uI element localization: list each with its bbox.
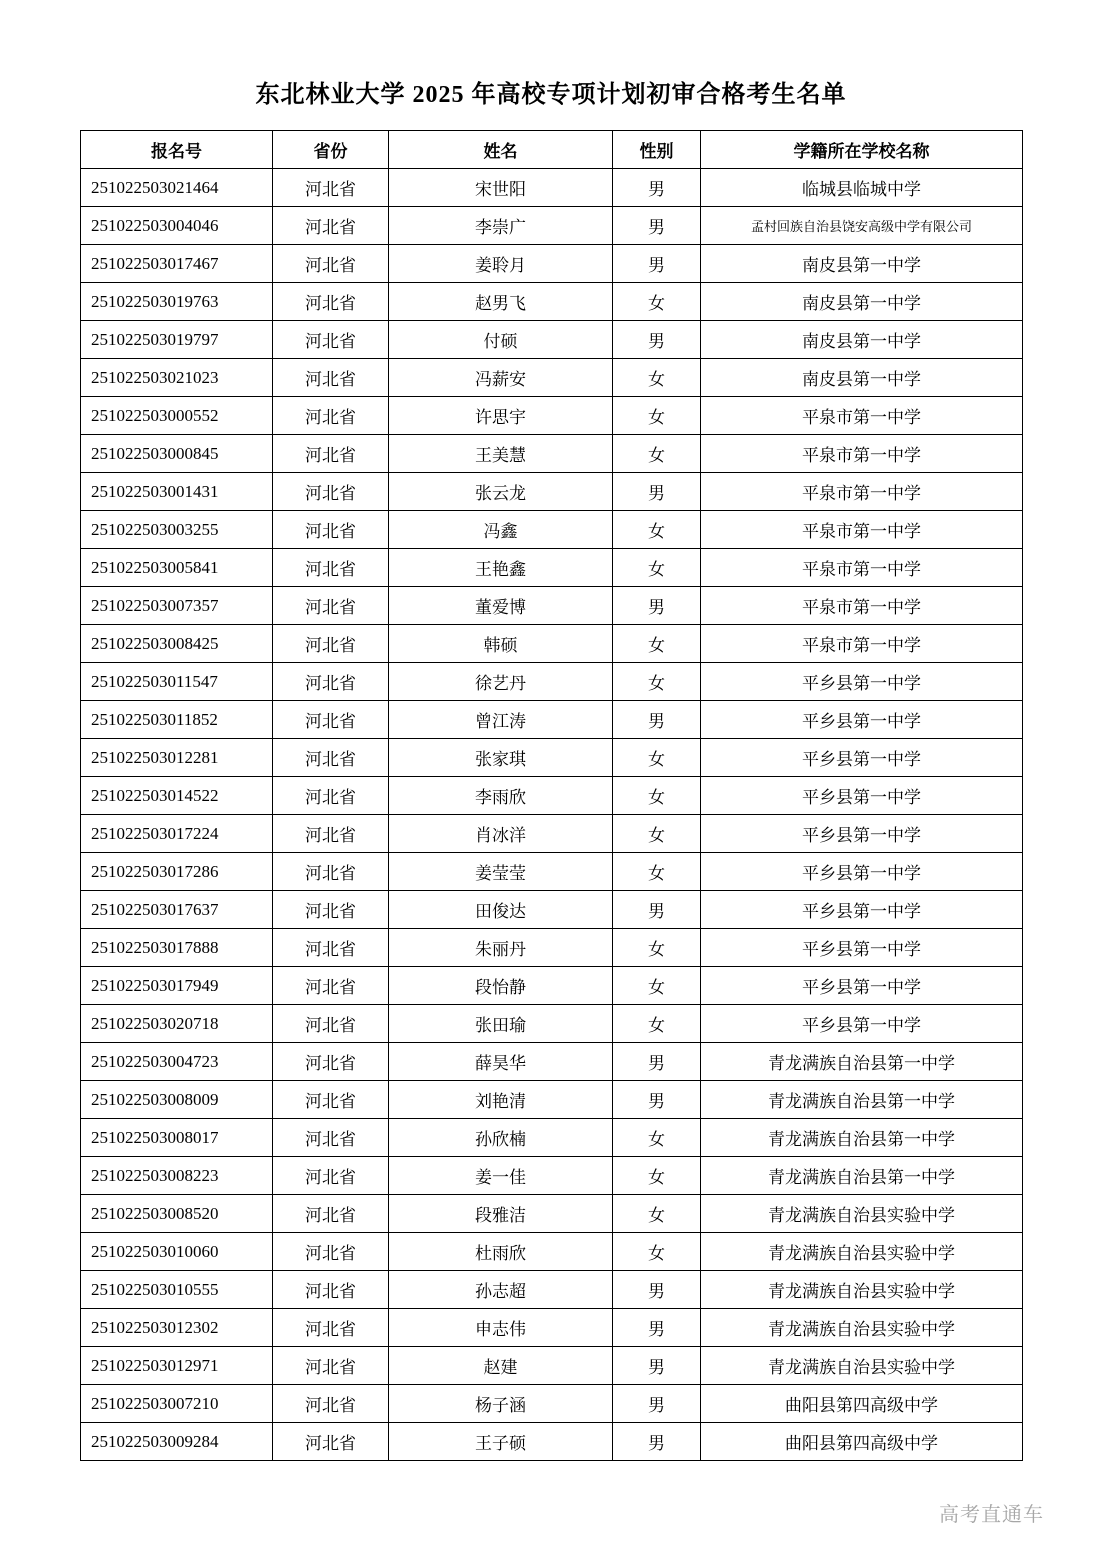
- cell-name: 王艳鑫: [389, 549, 613, 587]
- table-row: [81, 587, 1023, 625]
- cell-name: 徐艺丹: [389, 663, 613, 701]
- cell-province: 河北省: [273, 1119, 389, 1157]
- watermark: 高考直通车: [939, 1504, 1044, 1526]
- cell-province: 河北省: [273, 511, 389, 549]
- cell-reg-no: 251022503017224: [81, 815, 273, 853]
- cell-school: 平乡县第一中学: [701, 967, 1023, 1005]
- cell-province: 河北省: [273, 891, 389, 929]
- header-cell: 省份: [273, 131, 389, 169]
- header-cell: 学籍所在学校名称: [701, 131, 1023, 169]
- cell-name: 张云龙: [389, 473, 613, 511]
- cell-name: 王子硕: [389, 1423, 613, 1461]
- cell-gender: 男: [613, 169, 701, 207]
- cell-gender: 女: [613, 1119, 701, 1157]
- cell-school: 平乡县第一中学: [701, 739, 1023, 777]
- cell-name: 孙志超: [389, 1271, 613, 1309]
- cell-name: 段雅洁: [389, 1195, 613, 1233]
- cell-gender: 女: [613, 663, 701, 701]
- table-row: [81, 511, 1023, 549]
- table-row: [81, 1119, 1023, 1157]
- cell-reg-no: 251022503012281: [81, 739, 273, 777]
- cell-province: 河北省: [273, 359, 389, 397]
- cell-reg-no: 251022503008425: [81, 625, 273, 663]
- header-cell: 性别: [613, 131, 701, 169]
- cell-name: 肖冰洋: [389, 815, 613, 853]
- cell-school: 青龙满族自治县实验中学: [701, 1309, 1023, 1347]
- cell-name: 许思宇: [389, 397, 613, 435]
- header-row: [81, 131, 1023, 169]
- cell-gender: 女: [613, 1195, 701, 1233]
- table-row: [81, 397, 1023, 435]
- cell-province: 河北省: [273, 625, 389, 663]
- cell-school: 青龙满族自治县实验中学: [701, 1347, 1023, 1385]
- table-row: [81, 169, 1023, 207]
- cell-reg-no: 251022503008009: [81, 1081, 273, 1119]
- cell-province: 河北省: [273, 1347, 389, 1385]
- cell-name: 付硕: [389, 321, 613, 359]
- table-row: [81, 359, 1023, 397]
- table-row: [81, 1081, 1023, 1119]
- cell-province: 河北省: [273, 815, 389, 853]
- cell-reg-no: 251022503020718: [81, 1005, 273, 1043]
- cell-gender: 女: [613, 1157, 701, 1195]
- table-row: [81, 435, 1023, 473]
- cell-province: 河北省: [273, 473, 389, 511]
- cell-gender: 女: [613, 967, 701, 1005]
- cell-province: 河北省: [273, 321, 389, 359]
- cell-province: 河北省: [273, 245, 389, 283]
- cell-gender: 女: [613, 1233, 701, 1271]
- table-row: [81, 473, 1023, 511]
- cell-reg-no: 251022503012971: [81, 1347, 273, 1385]
- cell-name: 姜莹莹: [389, 853, 613, 891]
- cell-school: 平泉市第一中学: [701, 625, 1023, 663]
- candidate-table: [80, 130, 1023, 1461]
- cell-school: 平泉市第一中学: [701, 511, 1023, 549]
- table-row: [81, 321, 1023, 359]
- cell-gender: 男: [613, 1423, 701, 1461]
- cell-gender: 男: [613, 245, 701, 283]
- cell-gender: 女: [613, 397, 701, 435]
- table-row: [81, 549, 1023, 587]
- cell-province: 河北省: [273, 967, 389, 1005]
- cell-province: 河北省: [273, 853, 389, 891]
- cell-reg-no: 251022503019797: [81, 321, 273, 359]
- cell-school: 平泉市第一中学: [701, 473, 1023, 511]
- cell-gender: 女: [613, 625, 701, 663]
- cell-name: 宋世阳: [389, 169, 613, 207]
- cell-reg-no: 251022503007357: [81, 587, 273, 625]
- cell-province: 河北省: [273, 397, 389, 435]
- cell-province: 河北省: [273, 663, 389, 701]
- cell-province: 河北省: [273, 1043, 389, 1081]
- cell-reg-no: 251022503000845: [81, 435, 273, 473]
- cell-school: 青龙满族自治县实验中学: [701, 1271, 1023, 1309]
- table-row: [81, 891, 1023, 929]
- cell-gender: 男: [613, 1309, 701, 1347]
- table-row: [81, 967, 1023, 1005]
- table-row: [81, 207, 1023, 245]
- cell-province: 河北省: [273, 1005, 389, 1043]
- cell-gender: 女: [613, 853, 701, 891]
- cell-reg-no: 251022503000552: [81, 397, 273, 435]
- cell-reg-no: 251022503011852: [81, 701, 273, 739]
- cell-province: 河北省: [273, 549, 389, 587]
- cell-school: 孟村回族自治县饶安高级中学有限公司: [701, 207, 1023, 245]
- cell-name: 杜雨欣: [389, 1233, 613, 1271]
- cell-gender: 男: [613, 891, 701, 929]
- cell-province: 河北省: [273, 739, 389, 777]
- cell-school: 青龙满族自治县第一中学: [701, 1081, 1023, 1119]
- cell-reg-no: 251022503021023: [81, 359, 273, 397]
- cell-province: 河北省: [273, 283, 389, 321]
- cell-reg-no: 251022503003255: [81, 511, 273, 549]
- cell-school: 平泉市第一中学: [701, 397, 1023, 435]
- cell-province: 河北省: [273, 587, 389, 625]
- cell-gender: 男: [613, 701, 701, 739]
- cell-name: 韩硕: [389, 625, 613, 663]
- cell-name: 董爱博: [389, 587, 613, 625]
- header-cell: 姓名: [389, 131, 613, 169]
- cell-province: 河北省: [273, 1233, 389, 1271]
- cell-school: 青龙满族自治县第一中学: [701, 1157, 1023, 1195]
- cell-province: 河北省: [273, 1309, 389, 1347]
- cell-province: 河北省: [273, 1423, 389, 1461]
- table-row: [81, 815, 1023, 853]
- cell-school: 平泉市第一中学: [701, 549, 1023, 587]
- cell-reg-no: 251022503017949: [81, 967, 273, 1005]
- cell-name: 孙欣楠: [389, 1119, 613, 1157]
- cell-gender: 女: [613, 435, 701, 473]
- cell-school: 曲阳县第四高级中学: [701, 1385, 1023, 1423]
- cell-reg-no: 251022503008520: [81, 1195, 273, 1233]
- cell-school: 平乡县第一中学: [701, 663, 1023, 701]
- cell-reg-no: 251022503017637: [81, 891, 273, 929]
- cell-name: 张田瑜: [389, 1005, 613, 1043]
- cell-province: 河北省: [273, 777, 389, 815]
- table-row: [81, 1005, 1023, 1043]
- cell-school: 平泉市第一中学: [701, 587, 1023, 625]
- cell-reg-no: 251022503012302: [81, 1309, 273, 1347]
- table-body: [81, 169, 1023, 1461]
- cell-name: 姜一佳: [389, 1157, 613, 1195]
- cell-name: 田俊达: [389, 891, 613, 929]
- cell-gender: 女: [613, 739, 701, 777]
- cell-gender: 男: [613, 321, 701, 359]
- cell-reg-no: 251022503021464: [81, 169, 273, 207]
- table-row: [81, 1195, 1023, 1233]
- cell-name: 段怡静: [389, 967, 613, 1005]
- cell-school: 南皮县第一中学: [701, 321, 1023, 359]
- header-cell: 报名号: [81, 131, 273, 169]
- cell-name: 冯薪安: [389, 359, 613, 397]
- cell-gender: 女: [613, 359, 701, 397]
- cell-gender: 男: [613, 207, 701, 245]
- cell-reg-no: 251022503017888: [81, 929, 273, 967]
- table-row: [81, 625, 1023, 663]
- cell-reg-no: 251022503009284: [81, 1423, 273, 1461]
- cell-name: 刘艳清: [389, 1081, 613, 1119]
- cell-province: 河北省: [273, 169, 389, 207]
- cell-reg-no: 251022503008223: [81, 1157, 273, 1195]
- cell-reg-no: 251022503004046: [81, 207, 273, 245]
- cell-school: 青龙满族自治县第一中学: [701, 1119, 1023, 1157]
- table-row: [81, 1423, 1023, 1461]
- cell-province: 河北省: [273, 1081, 389, 1119]
- cell-name: 朱丽丹: [389, 929, 613, 967]
- cell-province: 河北省: [273, 1385, 389, 1423]
- cell-gender: 男: [613, 587, 701, 625]
- cell-reg-no: 251022503008017: [81, 1119, 273, 1157]
- cell-province: 河北省: [273, 1157, 389, 1195]
- table-row: [81, 1043, 1023, 1081]
- table-row: [81, 1233, 1023, 1271]
- cell-reg-no: 251022503017467: [81, 245, 273, 283]
- table-row: [81, 245, 1023, 283]
- cell-province: 河北省: [273, 929, 389, 967]
- cell-reg-no: 251022503005841: [81, 549, 273, 587]
- table-row: [81, 701, 1023, 739]
- table-row: [81, 1271, 1023, 1309]
- cell-province: 河北省: [273, 207, 389, 245]
- cell-school: 青龙满族自治县第一中学: [701, 1043, 1023, 1081]
- cell-name: 申志伟: [389, 1309, 613, 1347]
- cell-school: 临城县临城中学: [701, 169, 1023, 207]
- cell-school: 平乡县第一中学: [701, 853, 1023, 891]
- cell-gender: 男: [613, 473, 701, 511]
- cell-reg-no: 251022503010555: [81, 1271, 273, 1309]
- cell-school: 南皮县第一中学: [701, 283, 1023, 321]
- cell-school: 平乡县第一中学: [701, 891, 1023, 929]
- cell-name: 李崇广: [389, 207, 613, 245]
- cell-province: 河北省: [273, 1195, 389, 1233]
- cell-gender: 女: [613, 777, 701, 815]
- cell-gender: 男: [613, 1043, 701, 1081]
- cell-gender: 男: [613, 1271, 701, 1309]
- table-row: [81, 1309, 1023, 1347]
- cell-name: 曾江涛: [389, 701, 613, 739]
- cell-school: 青龙满族自治县实验中学: [701, 1233, 1023, 1271]
- cell-gender: 男: [613, 1347, 701, 1385]
- cell-province: 河北省: [273, 701, 389, 739]
- cell-name: 薛昊华: [389, 1043, 613, 1081]
- page-title: 东北林业大学 2025 年高校专项计划初审合格考生名单: [255, 82, 847, 108]
- cell-school: 平乡县第一中学: [701, 1005, 1023, 1043]
- cell-name: 赵男飞: [389, 283, 613, 321]
- cell-gender: 女: [613, 929, 701, 967]
- table-row: [81, 1385, 1023, 1423]
- table-row: [81, 929, 1023, 967]
- cell-gender: 男: [613, 1385, 701, 1423]
- table-row: [81, 283, 1023, 321]
- cell-gender: 女: [613, 1005, 701, 1043]
- cell-gender: 女: [613, 283, 701, 321]
- cell-name: 张家琪: [389, 739, 613, 777]
- cell-school: 平泉市第一中学: [701, 435, 1023, 473]
- cell-reg-no: 251022503011547: [81, 663, 273, 701]
- cell-name: 赵建: [389, 1347, 613, 1385]
- table-row: [81, 777, 1023, 815]
- table-row: [81, 1157, 1023, 1195]
- cell-reg-no: 251022503019763: [81, 283, 273, 321]
- table-row: [81, 853, 1023, 891]
- table-row: [81, 663, 1023, 701]
- table-row: [81, 739, 1023, 777]
- cell-reg-no: 251022503007210: [81, 1385, 273, 1423]
- cell-province: 河北省: [273, 1271, 389, 1309]
- cell-name: 杨子涵: [389, 1385, 613, 1423]
- cell-name: 冯鑫: [389, 511, 613, 549]
- cell-province: 河北省: [273, 435, 389, 473]
- cell-reg-no: 251022503001431: [81, 473, 273, 511]
- cell-school: 曲阳县第四高级中学: [701, 1423, 1023, 1461]
- cell-gender: 女: [613, 511, 701, 549]
- cell-school: 青龙满族自治县实验中学: [701, 1195, 1023, 1233]
- cell-name: 李雨欣: [389, 777, 613, 815]
- cell-name: 王美慧: [389, 435, 613, 473]
- cell-reg-no: 251022503014522: [81, 777, 273, 815]
- cell-school: 南皮县第一中学: [701, 245, 1023, 283]
- cell-school: 平乡县第一中学: [701, 777, 1023, 815]
- cell-school: 平乡县第一中学: [701, 929, 1023, 967]
- cell-school: 平乡县第一中学: [701, 701, 1023, 739]
- cell-gender: 男: [613, 1081, 701, 1119]
- cell-school: 南皮县第一中学: [701, 359, 1023, 397]
- table-row: [81, 1347, 1023, 1385]
- cell-reg-no: 251022503017286: [81, 853, 273, 891]
- cell-school: 平乡县第一中学: [701, 815, 1023, 853]
- cell-name: 姜聆月: [389, 245, 613, 283]
- cell-gender: 女: [613, 549, 701, 587]
- cell-reg-no: 251022503004723: [81, 1043, 273, 1081]
- cell-gender: 女: [613, 815, 701, 853]
- cell-reg-no: 251022503010060: [81, 1233, 273, 1271]
